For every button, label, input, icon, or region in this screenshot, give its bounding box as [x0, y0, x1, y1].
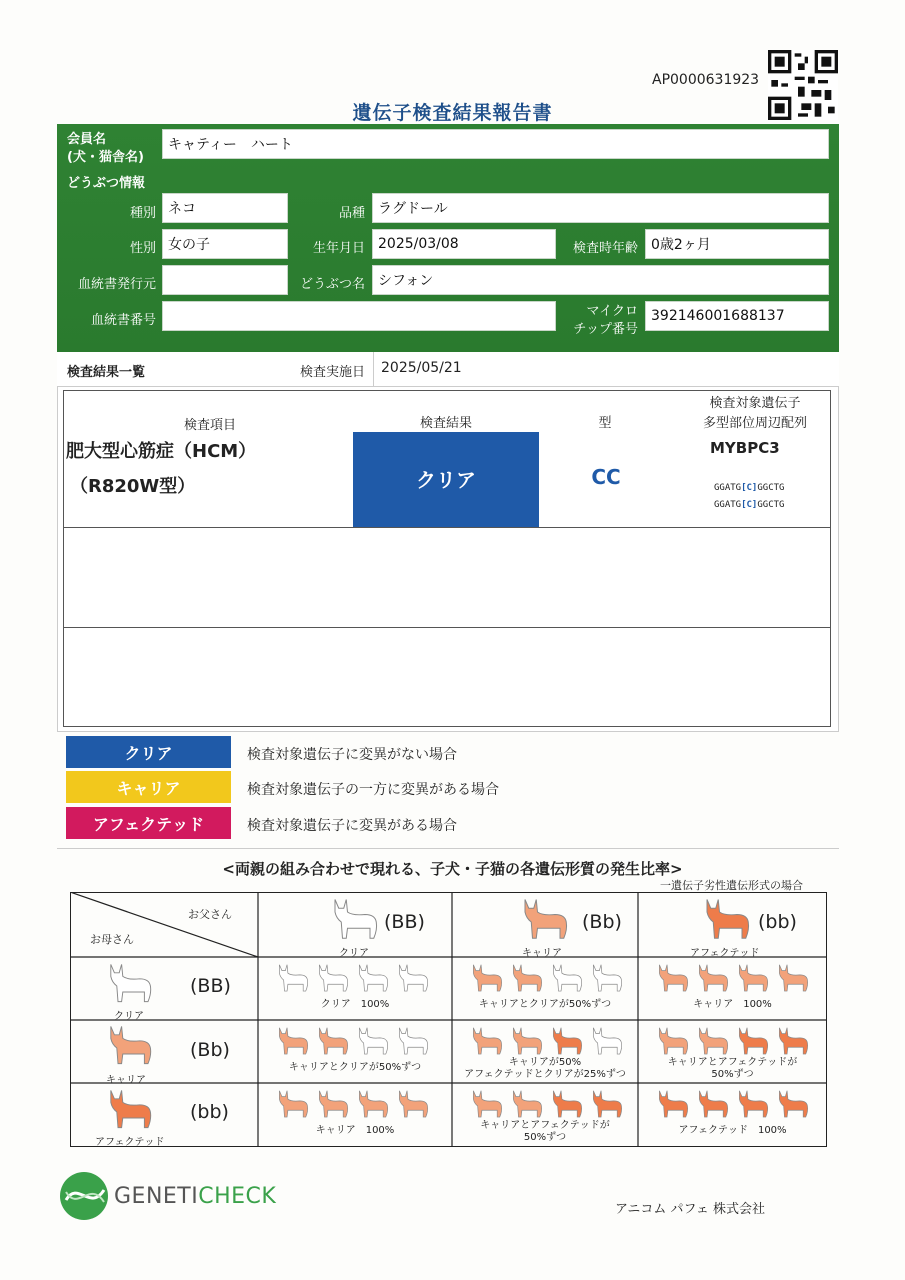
col-header-result: 検査結果	[419, 416, 472, 431]
page-title: 遺伝子検査結果報告書	[352, 102, 553, 124]
test-item-variant: （R820W型）	[70, 476, 196, 497]
mother-genotype-carrier: (Bb)	[190, 1039, 230, 1061]
pup-cat-icon	[510, 1089, 544, 1118]
mother-cat-carrier-icon	[106, 1024, 154, 1065]
seq1-snp: [C]	[741, 483, 758, 493]
legend-label-affected: アフェクテッド	[92, 814, 205, 834]
father-label: お父さん	[188, 908, 232, 921]
seq2-post: GGCTG	[757, 500, 785, 510]
father-cat-carrier-icon	[520, 897, 570, 940]
species-label: 種別	[129, 206, 156, 221]
pup-cat-icon	[776, 1089, 810, 1118]
mother-genotype-clear: (BB)	[190, 975, 231, 997]
pup-cat-icon	[550, 963, 584, 992]
member-label-line1: 会員名	[67, 132, 107, 147]
ratio-cell-caption: キャリアとクリアが50%ずつ	[288, 1062, 422, 1073]
pup-cat-icon	[590, 963, 624, 992]
divider	[373, 352, 374, 386]
sequence-2	[714, 500, 784, 510]
pup-cat-icon	[470, 963, 504, 992]
pup-cat-icon	[656, 1026, 690, 1055]
brand-right: CHECK	[198, 1184, 277, 1209]
legend-label-clear: クリア	[124, 743, 173, 763]
mother-label-clear: クリア	[114, 1011, 144, 1022]
ratio-cell-caption: キャリアとアフェクテッドが 50%ずつ	[480, 1120, 610, 1143]
col-header-type: 型	[598, 416, 612, 431]
results-section-label: 検査結果一覧	[67, 365, 146, 380]
father-cat-affected-icon	[702, 897, 752, 940]
genotype-value: CC	[591, 465, 621, 489]
company-name: アニコム パフェ 株式会社	[615, 1202, 765, 1217]
pup-cat-icon	[276, 963, 310, 992]
animal-info-label: どうぶつ情報	[67, 176, 146, 191]
legend-chip-clear	[66, 736, 231, 768]
pup-cat-icon	[656, 963, 690, 992]
mother-label-carrier: キャリア	[106, 1075, 146, 1086]
gene-name: MYBPC3	[710, 439, 780, 457]
dob-field: 2025/03/08	[372, 229, 556, 259]
table-row-divider	[63, 527, 831, 528]
col-header-seq-line1: 検査対象遺伝子	[709, 396, 801, 411]
father-genotype-clear: (BB)	[384, 911, 425, 933]
table-row-divider	[63, 627, 831, 628]
pup-cat-icon	[776, 963, 810, 992]
age-field: 0歳2ヶ月	[645, 229, 829, 259]
ratio-cell-caption: キャリア 100%	[315, 1125, 395, 1136]
pup-cat-icon	[696, 1026, 730, 1055]
pup-cat-icon	[396, 1089, 430, 1118]
pup-cat-icon	[590, 1089, 624, 1118]
ratio-cell-caption: キャリア 100%	[693, 999, 772, 1010]
dob-label: 生年月日	[312, 241, 365, 256]
legend-chip-carrier	[66, 771, 231, 803]
seq1-pre: GGATG	[714, 483, 742, 493]
pup-cat-icon	[510, 1026, 544, 1055]
legend-desc-clear: 検査対象遺伝子に変異がない場合	[247, 747, 457, 763]
pup-cat-icon	[276, 1089, 310, 1118]
sex-field: 女の子	[162, 229, 288, 259]
mother-genotype-affected: (bb)	[190, 1101, 229, 1123]
mother-label-affected: アフェクテッド	[95, 1137, 165, 1148]
pup-cat-icon	[396, 963, 430, 992]
pup-cat-icon	[470, 1026, 504, 1055]
pup-cat-icon	[656, 1089, 690, 1118]
ratio-cell-caption: キャリアとアフェクテッドが 50%ずつ	[667, 1057, 798, 1080]
seq1-post: GGCTG	[757, 483, 785, 493]
pedigree-number-label: 血統書番号	[90, 313, 156, 328]
father-label-carrier: キャリア	[522, 948, 562, 959]
father-cat-clear-icon	[330, 897, 380, 940]
pup-cat-icon	[550, 1089, 584, 1118]
pup-cat-icon	[776, 1026, 810, 1055]
test-date-label: 検査実施日	[300, 365, 366, 380]
pup-cat-icon	[590, 1026, 624, 1055]
brand-left: GENETI	[114, 1184, 199, 1209]
seq2-pre: GGATG	[714, 500, 742, 510]
pup-cat-icon	[396, 1026, 430, 1055]
chip-label-line1: マイクロ	[586, 304, 638, 319]
pedigree-issuer-field	[162, 265, 288, 295]
legend-desc-carrier: 検査対象遺伝子の一方に変異がある場合	[247, 782, 499, 798]
pup-cat-icon	[736, 963, 770, 992]
pup-cat-icon	[316, 1026, 350, 1055]
father-genotype-carrier: (Bb)	[582, 911, 622, 933]
breed-label: 品種	[338, 206, 365, 221]
ratio-cell-caption: キャリアが50% アフェクテッドとクリアが25%ずつ	[464, 1057, 626, 1080]
test-date-value: 2025/05/21	[381, 360, 462, 376]
pup-cat-icon	[736, 1089, 770, 1118]
pup-cat-icon	[696, 963, 730, 992]
pedigree-issuer-label: 血統書発行元	[77, 277, 156, 292]
pedigree-number-field	[162, 301, 556, 331]
sex-label: 性別	[129, 241, 156, 256]
ratio-cell-caption: アフェクテッド 100%	[678, 1125, 787, 1136]
ratio-cell-caption: クリア 100%	[320, 999, 390, 1010]
legend-label-carrier: キャリア	[116, 778, 181, 798]
ratio-title: <両親の組み合わせで現れる、子犬・子猫の各遺伝形質の発生比率>	[222, 860, 683, 878]
sequence-1	[714, 483, 784, 493]
member-label-line2: (犬・猫舎名)	[67, 150, 144, 165]
age-label: 検査時年齢	[572, 241, 638, 256]
legend-desc-affected: 検査対象遺伝子に変異がある場合	[247, 818, 457, 834]
dna-logo-icon	[58, 1170, 110, 1222]
animal-name-field: シフォン	[372, 265, 829, 295]
father-genotype-affected: (bb)	[758, 911, 797, 933]
chip-field: 392146001688137	[645, 301, 829, 331]
pup-cat-icon	[356, 963, 390, 992]
member-name-field: キャティー ハート	[162, 129, 829, 159]
chip-label-line2: チップ番号	[573, 322, 638, 337]
ratio-subtitle: 一遺伝子劣性遺伝形式の場合	[660, 879, 803, 892]
result-badge: クリア	[353, 432, 539, 527]
pup-cat-icon	[356, 1026, 390, 1055]
divider	[57, 848, 839, 849]
pup-cat-icon	[696, 1089, 730, 1118]
pup-cat-icon	[736, 1026, 770, 1055]
pup-cat-icon	[356, 1089, 390, 1118]
ratio-cell-caption: キャリアとクリアが50%ずつ	[478, 999, 612, 1010]
pup-cat-icon	[276, 1026, 310, 1055]
test-item-name: 肥大型心筋症（HCM）	[66, 441, 257, 462]
seq2-snp: [C]	[741, 500, 758, 510]
animal-name-label: どうぶつ名	[299, 277, 365, 292]
mother-cat-affected-icon	[106, 1088, 154, 1129]
father-label-clear: クリア	[339, 948, 369, 959]
col-header-seq-line2: 多型部位周辺配列	[702, 416, 807, 431]
pup-cat-icon	[510, 963, 544, 992]
pup-cat-icon	[316, 1089, 350, 1118]
species-field: ネコ	[162, 193, 288, 223]
pup-cat-icon	[316, 963, 350, 992]
mother-label: お母さん	[90, 933, 134, 946]
col-header-item: 検査項目	[183, 418, 236, 433]
legend-chip-affected	[66, 807, 231, 839]
pup-cat-icon	[470, 1089, 504, 1118]
father-label-affected: アフェクテッド	[690, 948, 760, 959]
document-id: AP0000631923	[652, 72, 760, 88]
mother-cat-clear-icon	[106, 962, 154, 1003]
pup-cat-icon	[550, 1026, 584, 1055]
breed-field: ラグドール	[372, 193, 829, 223]
